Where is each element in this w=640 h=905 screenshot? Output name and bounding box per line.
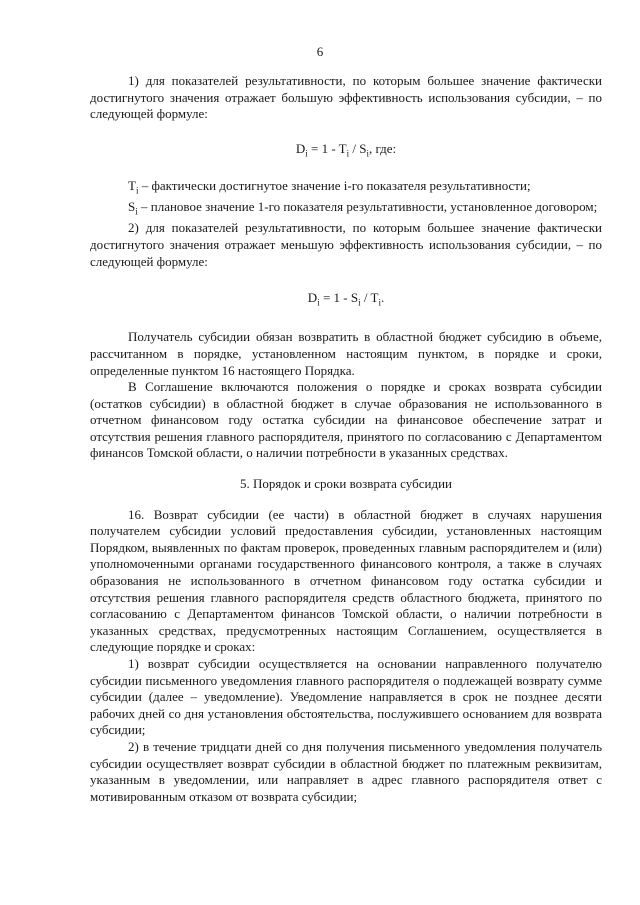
formula-2: $D_i = 1 - S_i / T_i$.: [307, 290, 385, 308]
paragraph-16: 16. Возврат субсидии (ее части) в областной бюджет в случаях нарушения получателем субсидии условий предоставления субсидии, установленных настоящим Порядком, выявленных по фактам проверок, проведенных главным распорядителем и (или) уполномоченными органами государственного финансового контроля, а также в случаях образования не использованного в отчетном финансовом году остатка субсидии и отсутствия решения главного распорядителя средств областного бюджета, принятого по согласованию с Департаментом финансов Томской области, о наличии потребности в указанных средствах, предусмотренных настоящим Соглашением, осуществляется в следующие порядке и сроках:: [90, 506, 602, 655]
definition-si: $S_i$ – плановое значение 1-го показателя результативности, установленное договором;: [128, 199, 598, 217]
definition-ti: $T_i$ – фактически достигнутое значение i-го показателя результативности;: [128, 177, 531, 196]
paragraph-16-1: 1) возврат субсидии осуществляется на основании направленного получателю субсидии письменного уведомления главного распорядителя о подлежащей возврату сумме субсидии (далее – уведомление). Уведомление направляется в срок не позднее десяти рабочих дней со дня установления обстоятельства, послужившего основанием для возврата субсидии;: [90, 656, 602, 738]
page-number: 6: [316, 44, 324, 59]
formula-1: $D_i = 1 - T_i / S_i$, где:: [295, 140, 397, 159]
paragraph-4: В Соглашение включаются положения о порядке и сроках возврата субсидии (остатков субсидии) в областной бюджет в случае образования не использованного в отчетном финансовом году остатка субсидии на финансовое обеспечение затрат и отсутствия решения главного распорядителя, принятого по согласованию с Департаментом финансов Томской области, о наличии потребности в указанных средствах.: [90, 379, 602, 461]
paragraph-16-2: 2) в течение тридцати дней со дня получения письменного уведомления получатель субсидии осуществляет возврат субсидии в областной бюджет по платежным реквизитам, указанным в уведомлении, или направляет в адрес главного распорядителя ответ с мотивированным отказом от возврата субсидии;: [90, 738, 602, 804]
document-body: [90, 73, 602, 805]
paragraph-2: 2) для показателей результативности, по которым большее значение фактически достигнутого значения отражает меньшую эффективность использования субсидии, – по следующей формуле:: [90, 220, 602, 269]
section-heading: 5. Порядок и сроки возврата субсидии: [240, 476, 452, 492]
paragraph-3: Получатель субсидии обязан возвратить в областной бюджет субсидию в объеме, рассчитанном в порядке, установленном настоящим пунктом, в порядке и сроки, определенные пунктом 16 настоящего Порядка.: [90, 329, 602, 378]
paragraph-1: 1) для показателей результативности, по которым большее значение фактически достигнутого значения отражает большую эффективность использования субсидии, – по следующей формуле:: [90, 73, 602, 122]
